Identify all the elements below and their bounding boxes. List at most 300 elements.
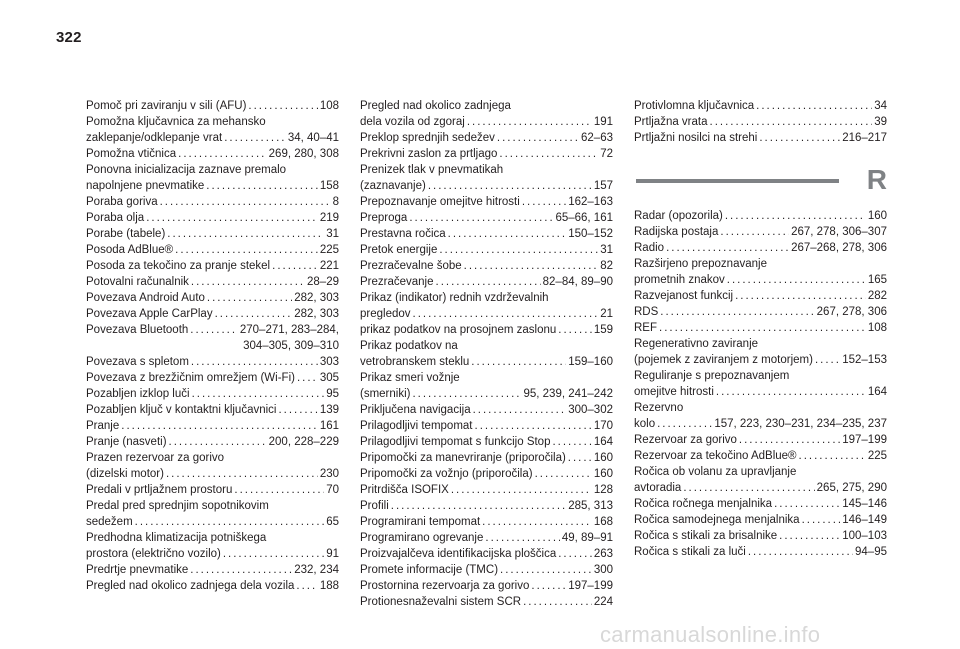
index-entry-row	[360, 514, 613, 530]
dot-leader	[531, 578, 566, 594]
index-entry-text: Prikaz podatkov na	[360, 340, 458, 352]
index-entry-row	[86, 386, 339, 402]
index-entry-pages: 164	[867, 386, 887, 398]
index-entry-row	[86, 466, 339, 482]
index-entry-row	[360, 450, 613, 466]
index-entry-term: prometnih znakov	[634, 274, 725, 286]
dot-leader	[207, 290, 292, 306]
index-entry-term: Radar (opozorila)	[634, 210, 723, 222]
index-entry-pages: 95	[326, 388, 339, 400]
index-entry-row	[360, 386, 613, 402]
index-entry-row	[360, 418, 613, 434]
index-entry	[86, 482, 339, 498]
index-entry	[360, 210, 613, 226]
index-entry-text: Pomožna ključavnica za mehansko	[86, 116, 266, 128]
dot-leader	[297, 370, 318, 386]
index-entry-row	[634, 98, 887, 114]
index-entry-row	[86, 210, 339, 226]
dot-leader	[779, 528, 840, 544]
dot-leader	[190, 562, 292, 578]
dot-leader	[725, 208, 866, 224]
index-entry	[634, 98, 887, 114]
index-entry	[360, 594, 613, 610]
index-entry	[634, 400, 887, 432]
index-entry	[86, 354, 339, 370]
dot-leader	[522, 194, 566, 210]
index-entry-row	[86, 258, 339, 274]
index-entry-row	[360, 210, 613, 226]
index-entry-term: (zaznavanje)	[360, 180, 426, 192]
index-entry-text: Prazen rezervoar za gorivo	[86, 452, 225, 464]
index-entry-term: Prilagodljivi tempomat	[360, 420, 473, 432]
index-entry-term: Posoda AdBlue®	[86, 244, 174, 256]
index-entry	[360, 418, 613, 434]
dot-leader	[497, 130, 579, 146]
index-entry-pages: 34, 40–41	[287, 132, 339, 144]
index-entry-pages: 188	[319, 580, 339, 592]
index-entry	[86, 450, 339, 482]
index-entry-term: (smerniki)	[360, 388, 411, 400]
index-entry-row	[360, 274, 613, 290]
index-entry-pages: 160	[867, 210, 887, 222]
index-entry	[360, 530, 613, 546]
dot-leader	[436, 274, 541, 290]
index-entry-row	[360, 354, 613, 370]
index-entry-row	[634, 528, 887, 544]
index-entry-row	[634, 208, 887, 224]
dot-leader	[146, 210, 318, 226]
index-entry	[634, 256, 887, 288]
index-entry	[86, 226, 339, 242]
index-entry	[86, 386, 339, 402]
index-entry	[360, 450, 613, 466]
index-entry	[360, 242, 613, 258]
index-entry-row	[86, 194, 339, 210]
dot-leader	[464, 258, 599, 274]
index-entry-row	[634, 384, 887, 400]
index-entry-row	[634, 352, 887, 368]
index-entry	[86, 258, 339, 274]
index-entry-row	[634, 448, 887, 464]
index-entry-row	[86, 242, 339, 258]
index-entry-pages: 158	[319, 180, 339, 192]
index-entry-row	[86, 370, 339, 386]
index-entry-row	[634, 512, 887, 528]
index-entry-row	[634, 240, 887, 256]
dot-leader	[166, 466, 318, 482]
index-entry	[86, 402, 339, 418]
index-entry-row	[634, 288, 887, 304]
index-entry-pages: 100–103	[842, 530, 887, 542]
index-entry-row	[86, 546, 339, 562]
index-entry	[86, 242, 339, 258]
index-entry-pages: 225	[319, 244, 339, 256]
index-entry-row	[86, 562, 339, 578]
index-column-3	[634, 98, 887, 560]
index-entry-row	[360, 226, 613, 242]
index-entry-pages: 300	[593, 564, 613, 576]
dot-leader	[135, 514, 325, 530]
index-entry-text: Rezervno	[634, 402, 684, 414]
index-entry-term: Prekrivni zaslon za prtljago	[360, 148, 498, 160]
index-entry	[360, 562, 613, 578]
index-entry-term: Razvejanost funkcij	[634, 290, 734, 302]
dot-leader	[167, 226, 324, 242]
index-entry-row	[360, 466, 613, 482]
index-entry-text: Predal pred sprednjim sopotnikovim	[86, 500, 269, 512]
index-entry	[634, 130, 887, 146]
index-entry-pages: 49, 89–91	[561, 532, 613, 544]
index-entry-term: Proizvajalčeva identifikacijska ploščica	[360, 548, 557, 560]
index-entry-pages: 72	[600, 148, 613, 160]
index-entry-term: Prestavna ročica	[360, 228, 446, 240]
index-entry-pages: 95, 239, 241–242	[523, 388, 613, 400]
index-entry-text: Ponovna inicializacija zaznave premalo	[86, 164, 287, 176]
dot-leader	[683, 480, 814, 496]
index-entry	[634, 114, 887, 130]
dot-leader	[296, 578, 317, 594]
index-entry-pages: 82	[600, 260, 613, 272]
index-entry	[86, 146, 339, 162]
index-entry-term: Pripomočki za manevriranje (priporočila)	[360, 452, 566, 464]
index-entry	[360, 498, 613, 514]
dot-leader	[178, 146, 267, 162]
dot-leader	[720, 224, 789, 240]
index-entry	[86, 162, 339, 194]
index-entry-term: Pregled nad okolico zadnjega dela vozila	[86, 580, 295, 592]
dot-leader	[558, 322, 592, 338]
index-entry-pages: 161	[319, 420, 339, 432]
index-entry-term: zaklepanje/odklepanje vrat	[86, 132, 223, 144]
index-entry-term: REF	[634, 322, 657, 334]
dot-leader	[215, 306, 293, 322]
index-entry-term: Porabe (tabele)	[86, 228, 166, 240]
index-entry	[86, 434, 339, 450]
index-entry-row	[360, 306, 613, 322]
dot-leader	[659, 320, 866, 336]
index-entry-pages: 157	[593, 180, 613, 192]
dot-leader	[716, 384, 866, 400]
index-entry-pages: 164	[593, 436, 613, 448]
index-entry-pages: 145–146	[842, 498, 887, 510]
section-letter: R	[866, 164, 887, 195]
dot-leader	[224, 130, 286, 146]
watermark: carmanualsonline.info	[600, 622, 821, 647]
index-entry-pages: 91	[326, 548, 339, 560]
index-entry-row	[86, 354, 339, 370]
index-entry-pages: 34	[874, 100, 887, 112]
index-entry	[360, 146, 613, 162]
index-entry-row	[360, 562, 613, 578]
index-entry-term: Profili	[360, 500, 389, 512]
index-entry-row	[634, 224, 887, 240]
index-entry-term: Prezračevanje	[360, 276, 434, 288]
index-entry-term: Povezava Bluetooth	[86, 324, 189, 336]
dot-leader	[475, 418, 592, 434]
dot-leader	[759, 130, 840, 146]
index-entry-row	[86, 98, 339, 114]
dot-leader	[756, 98, 872, 114]
index-entry-pages: 152–153	[842, 354, 887, 366]
index-entry	[634, 368, 887, 400]
dot-leader	[121, 418, 318, 434]
index-entry-term: Ročica s stikali za brisalnike	[634, 530, 778, 542]
index-entry-pages: 197–199	[568, 580, 613, 592]
index-entry-pages-continued: 304–305, 309–310	[243, 340, 339, 352]
index-entry-term: Pozabljen izklop luči	[86, 388, 190, 400]
index-entry-pages: 221	[319, 260, 339, 272]
index-entry	[634, 320, 887, 336]
index-entry-row	[86, 418, 339, 434]
index-entry-row	[86, 482, 339, 498]
dot-leader	[409, 210, 553, 226]
index-entry-term: Preklop sprednjih sedežev	[360, 132, 495, 144]
index-entry-term: Povezava s spletom	[86, 356, 189, 368]
index-entry	[360, 578, 613, 594]
index-entry-pages: 265, 275, 290	[816, 482, 887, 494]
dot-leader	[500, 562, 592, 578]
dot-leader	[471, 354, 566, 370]
index-entry-term: Poraba goriva	[86, 196, 158, 208]
index-entry-pages: 21	[600, 308, 613, 320]
index-entry-row	[360, 498, 613, 514]
dot-leader	[448, 226, 567, 242]
index-entry-term: Rezervoar za tekočino AdBlue®	[634, 450, 797, 462]
index-entry-term: Pritrdišča ISOFIX	[360, 484, 449, 496]
index-entry-term: sedežem	[86, 516, 133, 528]
index-entry-row	[360, 546, 613, 562]
index-entry-row	[634, 304, 887, 320]
index-entry-row	[360, 530, 613, 546]
index-entry-term: Preproga	[360, 212, 408, 224]
index-entry	[86, 562, 339, 578]
dot-leader	[552, 434, 591, 450]
index-entry-pages: 216–217	[842, 132, 887, 144]
index-group-p	[634, 98, 887, 146]
dot-leader	[391, 498, 566, 514]
dot-leader	[727, 272, 866, 288]
index-entry-term: Povezava Android Auto	[86, 292, 205, 304]
index-entry	[86, 114, 339, 146]
index-entry	[360, 466, 613, 482]
dot-leader	[523, 594, 592, 610]
index-entry-term: napolnjene pnevmatike	[86, 180, 205, 192]
index-entry-text: Prikaz (indikator) rednih vzdrževalnih	[360, 292, 549, 304]
index-entry-pages: 282, 303	[294, 308, 339, 320]
index-entry	[360, 98, 613, 130]
dot-leader	[160, 194, 331, 210]
dot-leader	[657, 416, 712, 432]
dot-leader	[272, 258, 318, 274]
index-entry-term: Radio	[634, 242, 665, 254]
index-entry-row	[360, 482, 613, 498]
index-entry-pages: 128	[593, 484, 613, 496]
index-entry	[634, 336, 887, 368]
index-entry-pages: 224	[593, 596, 613, 608]
index-entry-row	[86, 402, 339, 418]
index-entry	[634, 208, 887, 224]
index-entry-pages: 285, 313	[568, 500, 613, 512]
index-entry-row	[360, 578, 613, 594]
dot-leader	[568, 450, 592, 466]
dot-leader	[451, 482, 592, 498]
dot-leader	[739, 432, 840, 448]
index-entry-row	[634, 320, 887, 336]
dot-leader	[278, 402, 317, 418]
index-entry	[360, 338, 613, 370]
index-entry-term: Pretok energije	[360, 244, 438, 256]
index-entry-pages: 263	[593, 548, 613, 560]
index-entry-row	[86, 306, 339, 322]
index-entry-pages: 282, 303	[294, 292, 339, 304]
index-entry-row	[360, 322, 613, 338]
index-entry-pages: 300–302	[568, 404, 613, 416]
index-entry-term: (pojemek z zaviranjem z motorjem)	[634, 354, 813, 366]
index-entry-pages: 165	[867, 274, 887, 286]
index-entry-term: Protionesnaževalni sistem SCR	[360, 596, 522, 608]
index-entry-row	[360, 146, 613, 162]
dot-leader	[735, 288, 866, 304]
index-entry-term: avtoradia	[634, 482, 682, 494]
index-entry-term: Radijska postaja	[634, 226, 719, 238]
index-entry	[360, 482, 613, 498]
index-entry-pages: 160	[593, 452, 613, 464]
index-entry	[360, 130, 613, 146]
index-entry-pages: 39	[874, 116, 887, 128]
index-entry-row	[360, 130, 613, 146]
dot-leader	[802, 512, 841, 528]
index-entry-row	[634, 114, 887, 130]
index-entry-term: Ročica samodejnega menjalnika	[634, 514, 800, 526]
index-entry	[86, 418, 339, 434]
index-entry-pages: 162–163	[568, 196, 613, 208]
index-entry-row	[86, 178, 339, 194]
index-entry	[360, 290, 613, 322]
index-entry-pages: 108	[867, 322, 887, 334]
index-entry-pages: 31	[600, 244, 613, 256]
index-entry-pages: 82–84, 89–90	[542, 276, 613, 288]
index-entry-term: Prezračevalne šobe	[360, 260, 462, 272]
index-entry-term: Pomožna vtičnica	[86, 148, 177, 160]
index-entry-text: Razširjeno prepoznavanje	[634, 258, 767, 270]
index-entry-pages: 8	[332, 196, 339, 208]
index-entry-term: Promete informacije (TMC)	[360, 564, 499, 576]
index-entry	[634, 240, 887, 256]
dot-leader	[223, 546, 324, 562]
index-entry-term: kolo	[634, 418, 656, 430]
index-entry	[634, 448, 887, 464]
index-entry-pages: 159–160	[568, 356, 613, 368]
index-entry-row	[86, 578, 339, 594]
index-entry	[634, 512, 887, 528]
index-entry	[86, 98, 339, 114]
dot-leader	[192, 386, 325, 402]
index-entry-term: pregledov	[360, 308, 411, 320]
index-entry-term: RDS	[634, 306, 659, 318]
index-entry-term: Povezava Apple CarPlay	[86, 308, 213, 320]
dot-leader	[799, 448, 866, 464]
dot-leader	[190, 322, 238, 338]
index-entry-text: Prenizek tlak v pnevmatikah	[360, 164, 504, 176]
index-entry-row	[360, 114, 613, 130]
index-entry-term: Ročica s stikali za luči	[634, 546, 746, 558]
index-entry	[360, 274, 613, 290]
index-entry	[86, 530, 339, 562]
index-entry-pages: 139	[319, 404, 339, 416]
index-entry-row	[86, 146, 339, 162]
index-entry-pages: 62–63	[581, 132, 613, 144]
index-entry-pages: 150–152	[568, 228, 613, 240]
index-entry-row	[634, 496, 887, 512]
index-entry-text: Predhodna klimatizacija potniškega	[86, 532, 267, 544]
index-entry-pages: 269, 280, 308	[268, 148, 339, 160]
dot-leader	[439, 242, 598, 258]
index-entry-pages: 159	[593, 324, 613, 336]
index-entry	[360, 546, 613, 562]
index-entry-row	[86, 514, 339, 530]
index-entry-text: Reguliranje s prepoznavanjem	[634, 370, 790, 382]
dot-leader	[413, 306, 599, 322]
dot-leader	[482, 514, 592, 530]
index-entry	[634, 496, 887, 512]
index-entry-row	[634, 130, 887, 146]
index-entry-pages: 170	[593, 420, 613, 432]
dot-leader	[248, 98, 317, 114]
section-header-r	[634, 162, 887, 198]
index-entry	[360, 226, 613, 242]
index-entry	[86, 578, 339, 594]
index-entry-term: prikaz podatkov na prosojnem zaslonu	[360, 324, 557, 336]
dot-leader	[191, 274, 305, 290]
index-entry-row	[86, 274, 339, 290]
index-entry-term: Povezava z brezžičnim omrežjem (Wi-Fi)	[86, 372, 295, 384]
index-entry-term: Predrtje pnevmatike	[86, 564, 189, 576]
dot-leader	[206, 178, 318, 194]
index-entry	[634, 464, 887, 496]
dot-leader	[175, 242, 318, 258]
index-column-2	[360, 98, 613, 610]
index-entry	[634, 288, 887, 304]
index-entry-row	[634, 272, 887, 288]
index-entry-pages: 230	[319, 468, 339, 480]
index-entry	[86, 290, 339, 306]
page-number: 322	[56, 29, 82, 46]
index-group-r	[634, 208, 887, 560]
dot-leader	[535, 466, 592, 482]
index-entry-pages: 267, 278, 306–307	[791, 226, 887, 238]
index-entry	[86, 370, 339, 386]
index-entry-text: Prikaz smeri vožnje	[360, 372, 460, 384]
index-entry-term: Prepoznavanje omejitve hitrosti	[360, 196, 520, 208]
index-entry	[634, 432, 887, 448]
index-entry-row	[634, 432, 887, 448]
index-entry-term: Pranje	[86, 420, 120, 432]
index-entry-pages: 305	[319, 372, 339, 384]
index-entry-pages: 267–268, 278, 306	[791, 242, 887, 254]
dot-leader	[666, 240, 789, 256]
index-entry-row	[360, 178, 613, 194]
index-entry	[360, 434, 613, 450]
index-entry-pages: 168	[593, 516, 613, 528]
index-entry-term: vetrobranskem steklu	[360, 356, 470, 368]
index-entry	[86, 306, 339, 322]
dot-leader	[169, 434, 267, 450]
dot-leader	[748, 544, 853, 560]
dot-leader	[660, 304, 814, 320]
index-entry-pages: 146–149	[842, 514, 887, 526]
dot-leader	[485, 530, 559, 546]
index-entry-text: Regenerativno zaviranje	[634, 338, 759, 350]
